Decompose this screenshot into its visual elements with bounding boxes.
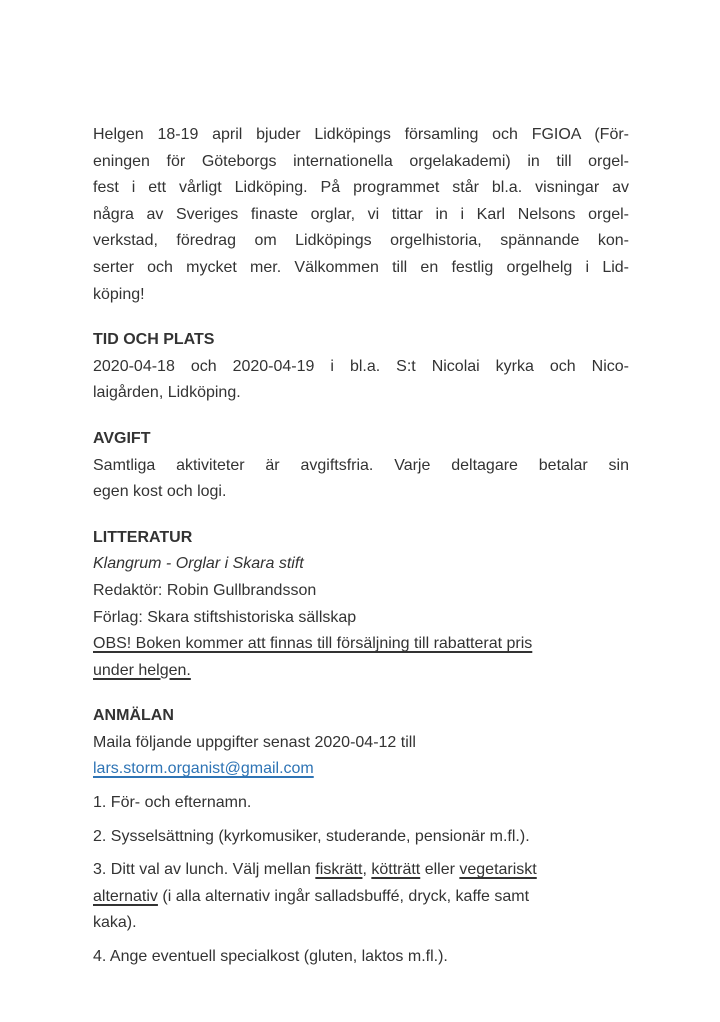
intro-line: eningen för Göteborgs internationella orgelakademi) in till orgel-: [93, 152, 629, 170]
list-item-4: 4. Ange eventuell specialkost (gluten, laktos m.fl.).: [93, 948, 448, 966]
book-editor: Redaktör: Robin Gullbrandsson: [93, 581, 317, 599]
anmalan-instruction: Maila följande uppgifter senast 2020-04-12 till: [93, 733, 416, 751]
litteratur-section: [93, 525, 629, 685]
section-heading-tid-och-plats: TID OCH PLATS: [93, 331, 215, 349]
avgift-section: [93, 426, 629, 506]
underlined-term-alternativ: alternativ: [93, 887, 158, 905]
tid-och-plats-section: [93, 327, 629, 407]
list-item-text: 3. Ditt val av lunch. Välj mellan: [93, 861, 316, 879]
intro-section: [93, 122, 629, 308]
underlined-term-vegetariskt: vegetariskt: [459, 861, 537, 879]
intro-line: några av Sveriges finaste orglar, vi tittar in i Karl Nelsons orgel-: [93, 205, 629, 223]
list-item-text: ,: [362, 861, 372, 879]
intro-line: köping!: [93, 285, 145, 303]
list-item-text: (i alla alternativ ingår salladsbuffé, dryck, kaffe samt: [157, 887, 530, 905]
intro-line: Helgen 18-19 april bjuder Lidköpings församling och FGIOA (För-: [93, 126, 629, 143]
list-item-3-line: [93, 884, 629, 911]
book-publisher: Förlag: Skara stiftshistoriska sällskap: [93, 608, 357, 626]
section-heading-anmalan: ANMÄLAN: [93, 707, 174, 725]
underlined-term-fiskratt: fiskrätt: [315, 861, 363, 879]
list-item-3-line: [93, 857, 629, 884]
tid-och-plats-line: 2020-04-18 och 2020-04-19 i bl.a. S:t Nicolai kyrka och Nico-: [93, 357, 629, 375]
avgift-line: egen kost och logi.: [93, 483, 227, 501]
book-title: Klangrum - Orglar i Skara stift: [93, 555, 304, 573]
list-item-2: 2. Sysselsättning (kyrkomusiker, studerande, pensionär m.fl.).: [93, 827, 530, 845]
section-heading-avgift: AVGIFT: [93, 429, 151, 447]
section-heading-litteratur: LITTERATUR: [93, 528, 193, 546]
intro-line: verkstad, föredrag om Lidköpings orgelhistoria, spännande kon-: [93, 232, 629, 250]
intro-line: fest i ett vårligt Lidköping. På programmet står bl.a. visningar av: [93, 179, 629, 197]
list-item-text: eller: [420, 861, 460, 879]
tid-och-plats-line: laigården, Lidköping.: [93, 384, 241, 402]
obs-note-line: under helgen.: [93, 661, 191, 679]
email-link[interactable]: lars.storm.organist@gmail.com: [93, 760, 314, 778]
list-item-1: 1. För- och efternamn.: [93, 794, 252, 812]
list-item-3: [93, 857, 629, 937]
intro-line: serter och mycket mer. Välkommen till en festlig orgelhelg i Lid-: [93, 258, 629, 276]
obs-note-line: OBS! Boken kommer att finnas till försäljning till rabatterat pris: [93, 635, 533, 653]
underlined-term-kottratt: kötträtt: [371, 861, 421, 879]
anmalan-section: [93, 703, 629, 970]
avgift-line: Samtliga aktiviteter är avgiftsfria. Varje deltagare betalar sin: [93, 456, 629, 474]
list-item-3-line: kaka).: [93, 914, 137, 932]
